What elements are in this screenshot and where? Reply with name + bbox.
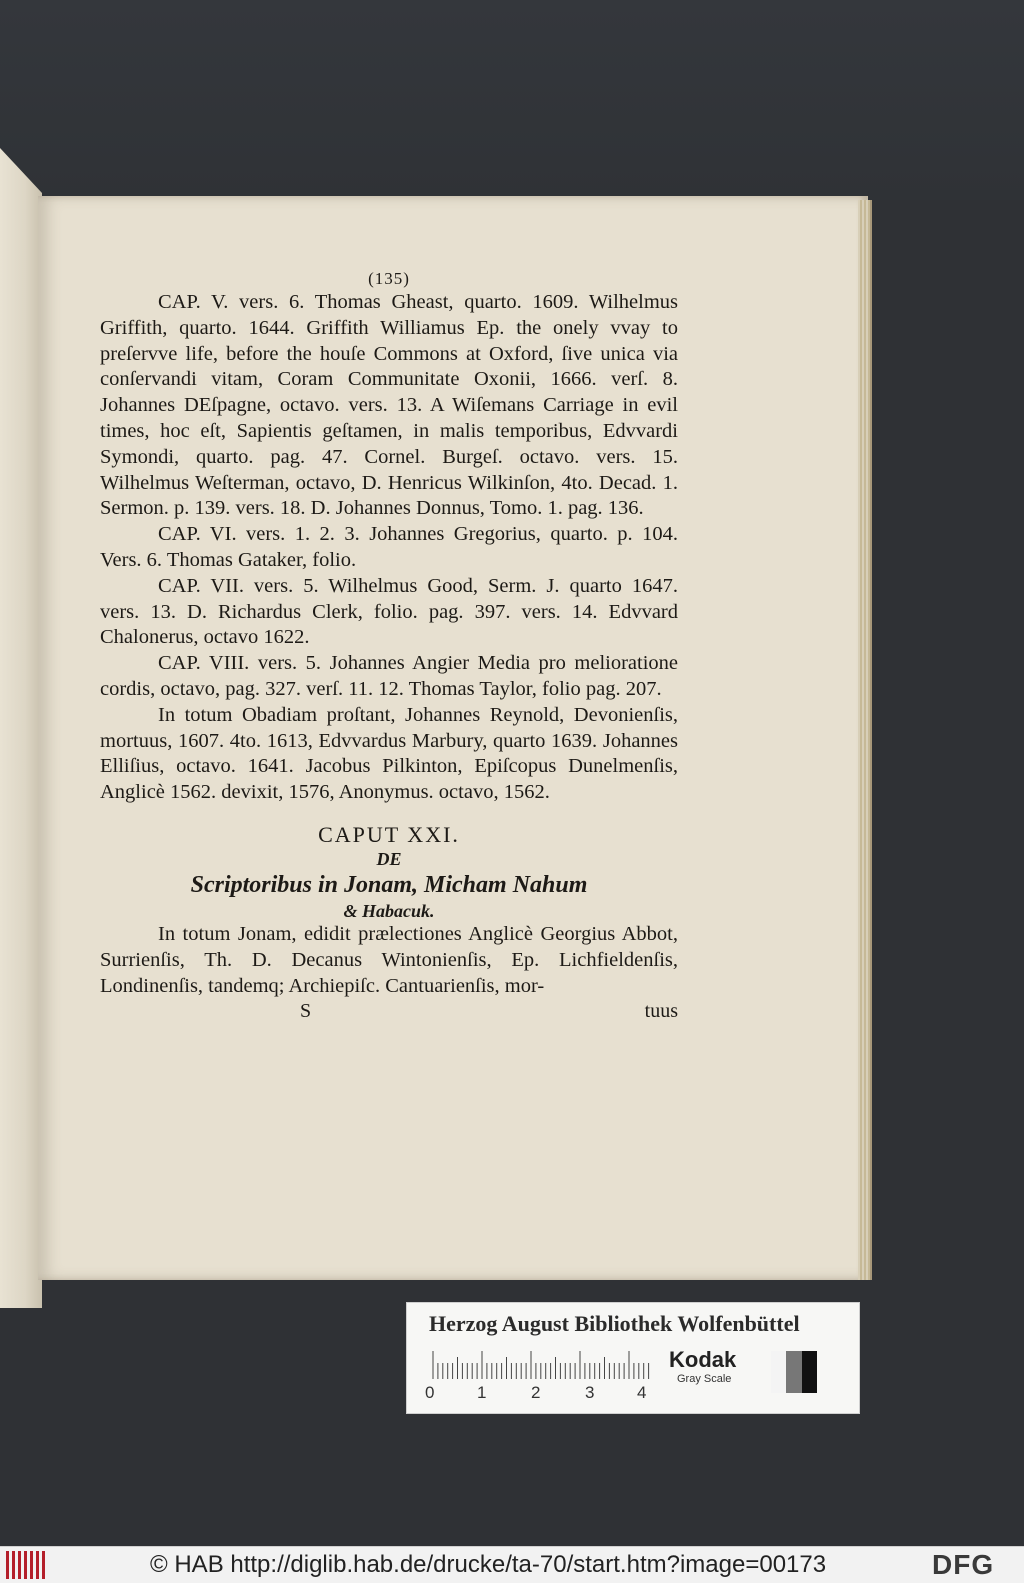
paragraph-cap-viii: CAP. VIII. vers. 5. Johannes Angier Media pro melioratione cordis, octavo, pag. 327. verſ. 11. 12. Thomas Taylor, folio pag. 207. [100,652,678,700]
chapter-de: DE [376,848,402,869]
dfg-logo: DFG [932,1549,995,1580]
chapter-title: CAPUT XXI. [318,821,460,847]
ruler-number: 2 [531,1383,541,1402]
chapter-subtitle-2: & Habacuk. [343,900,435,921]
backdrop [0,0,1024,200]
page-text [100,268,678,1023]
paragraph-obadiam: In totum Obadiam proſtant, Johannes Reynold, Devonienſis, mortuus, 1607. 4to. 1613, Edvvardus Marbury, quarto 1639. Johannes Elliſius, octavo. 1641. Jacobus Pilkinton, Epiſcopus Dunelmenſis, Anglicè 1562. devixit, 1576, Anonymus. octavo, 1562. [100,703,678,804]
hab-logo-icon [6,1551,48,1579]
copyright-url[interactable]: © HAB http://diglib.hab.de/drucke/ta-70/start.htm?image=00173 [150,1551,827,1578]
paragraph-cap-v: CAP. V. vers. 6. Thomas Gheast, quarto. 1609. Wilhelmus Griffith, quarto. 1644. Griffith Williamus Ep. the onely vvay to preſervve life, before the houſe Commons at Oxford, ſive unica via conſervandi vitam, Coram Communitate Oxonii, 1666. verſ. 8. Johannes DEſpagne, octavo. vers. 13. A Wiſemans Carriage in evil times, hoc eſt, Sapientis geſtamen, in malis temporibus, Edvvardi Symondi, quarto. pag. 47. Cornel. Burgeſ. octavo. vers. 15. Wilhelmus Weſterman, octavo, D. Henricus Wilkinſon, 4to. Decad. 1. Sermon. p. 139. vers. 18. D. Johannes Donnus, Tomo. 1. pag. 136. [100,291,678,520]
facing-page-edge [0,148,42,1308]
chapter-subtitle: Scriptoribus in Jonam, Micham Nahum [190,871,588,898]
gray-scale-label: Gray Scale [677,1373,732,1385]
page-fore-edge [858,200,872,1280]
library-label-card [406,1302,860,1414]
ruler-scale [431,1351,653,1379]
signature-mark: S [300,1000,312,1023]
ruler-number: 1 [477,1383,487,1402]
gray-scale-patch [771,1351,817,1393]
ruler-number: 4 [637,1383,647,1402]
paragraph-jonam: In totum Jonam, edidit prælectiones Anglicè Georgius Abbot, Surrienſis, Th. D. Decanus Wintonienſis, Ep. Lichfieldenſis, Londinenſis, tandemq; Archiepiſc. Cantuarienſis, mor- [100,922,678,997]
footer-bar [0,1546,1024,1583]
catchword: tuus [644,1000,678,1023]
paragraph-cap-vii: CAP. VII. vers. 5. Wilhelmus Good, Serm. J. quarto 1647. vers. 13. D. Richardus Clerk, folio. pag. 397. vers. 14. Edvvard Chalonerus, octavo 1622. [100,574,678,649]
signature-line [100,999,678,1023]
ruler-number: 0 [425,1383,435,1402]
library-name: Herzog August Bibliothek Wolfenbüttel [429,1311,800,1336]
kodak-logo: Kodak [669,1347,737,1372]
ruler-number: 3 [585,1383,595,1402]
paragraph-cap-vi: CAP. VI. vers. 1. 2. 3. Johannes Gregorius, quarto. p. 104. Vers. 6. Thomas Gataker, folio. [100,523,678,571]
page-number-header: (135) [368,269,410,288]
